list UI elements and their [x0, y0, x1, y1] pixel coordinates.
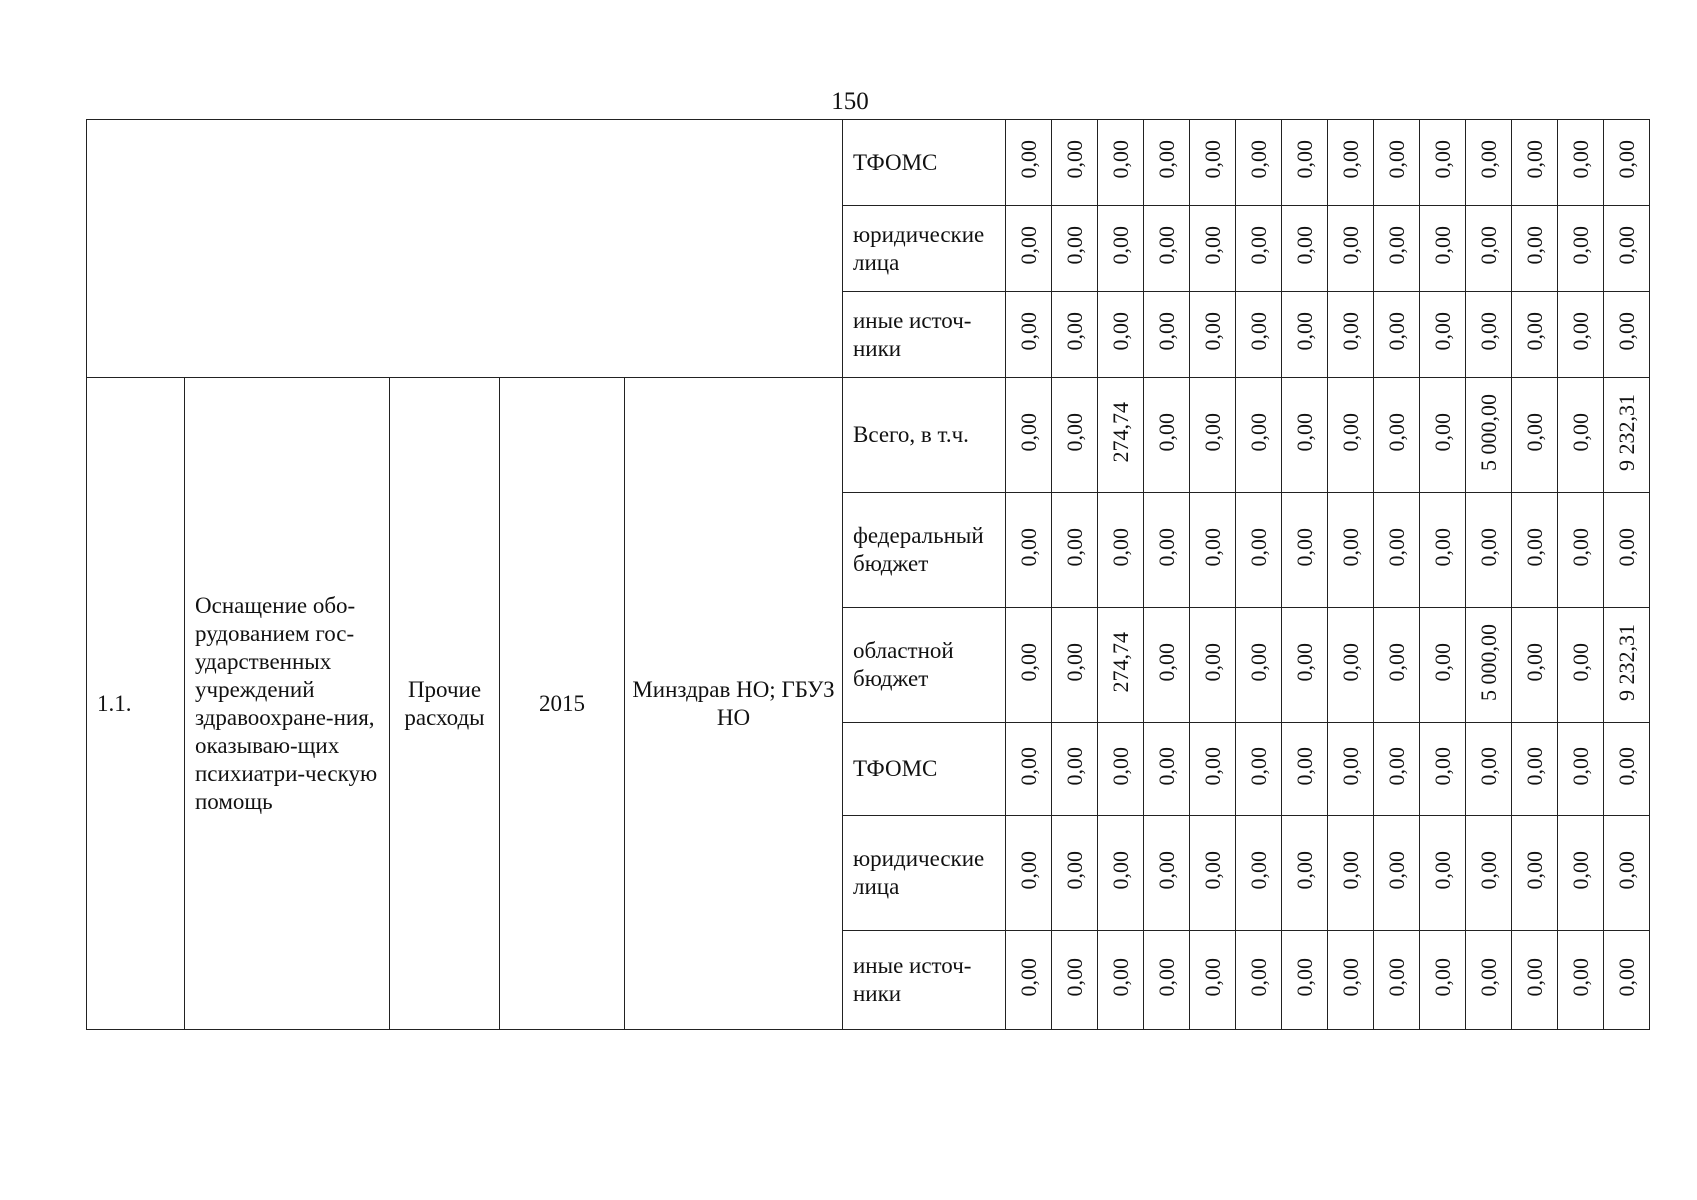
value-cell: 0,00 [1558, 816, 1604, 931]
value-cell: 0,00 [1006, 931, 1052, 1030]
value-cell: 0,00 [1052, 816, 1098, 931]
value-cell: 0,00 [1144, 378, 1190, 493]
value-cell: 0,00 [1190, 120, 1236, 206]
value-cell: 0,00 [1098, 816, 1144, 931]
value-cell: 0,00 [1374, 816, 1420, 931]
value-cell: 0,00 [1328, 120, 1374, 206]
value-cell: 0,00 [1098, 493, 1144, 608]
value-cell: 0,00 [1236, 608, 1282, 723]
value-cell: 0,00 [1328, 608, 1374, 723]
value-cell: 0,00 [1190, 292, 1236, 378]
value-cell: 5 000,00 [1466, 608, 1512, 723]
value-cell: 0,00 [1282, 493, 1328, 608]
funding-source-label: юридические лица [843, 206, 1006, 292]
value-cell: 0,00 [1604, 292, 1650, 378]
item-number: 1.1. [87, 378, 185, 1030]
funding-source-label: областной бюджет [843, 608, 1006, 723]
value-cell: 0,00 [1328, 206, 1374, 292]
value-cell: 0,00 [1052, 723, 1098, 816]
value-cell: 0,00 [1374, 931, 1420, 1030]
value-cell: 0,00 [1328, 378, 1374, 493]
value-cell: 0,00 [1144, 723, 1190, 816]
value-cell: 0,00 [1144, 292, 1190, 378]
value-cell: 0,00 [1604, 723, 1650, 816]
value-cell: 5 000,00 [1466, 378, 1512, 493]
expense-type: Прочие расходы [390, 378, 500, 1030]
value-cell: 0,00 [1558, 931, 1604, 1030]
executor: Минздрав НО; ГБУЗ НО [625, 378, 843, 1030]
value-cell: 0,00 [1098, 723, 1144, 816]
value-cell: 0,00 [1006, 120, 1052, 206]
value-cell: 0,00 [1466, 493, 1512, 608]
funding-source-label: Всего, в т.ч. [843, 378, 1006, 493]
value-cell: 0,00 [1236, 292, 1282, 378]
value-cell: 0,00 [1236, 931, 1282, 1030]
value-cell: 0,00 [1558, 206, 1604, 292]
value-cell: 0,00 [1144, 816, 1190, 931]
value-cell: 0,00 [1466, 816, 1512, 931]
page-number: 150 [831, 88, 869, 115]
value-cell: 0,00 [1466, 723, 1512, 816]
value-cell: 0,00 [1190, 931, 1236, 1030]
value-cell: 0,00 [1558, 120, 1604, 206]
value-cell: 0,00 [1420, 378, 1466, 493]
year: 2015 [500, 378, 625, 1030]
value-cell: 0,00 [1466, 292, 1512, 378]
value-cell: 0,00 [1098, 931, 1144, 1030]
value-cell: 0,00 [1098, 292, 1144, 378]
value-cell: 0,00 [1604, 206, 1650, 292]
value-cell: 0,00 [1144, 206, 1190, 292]
value-cell: 0,00 [1512, 292, 1558, 378]
value-cell: 0,00 [1466, 206, 1512, 292]
value-cell: 9 232,31 [1604, 378, 1650, 493]
value-cell: 0,00 [1420, 206, 1466, 292]
value-cell: 0,00 [1512, 493, 1558, 608]
value-cell: 0,00 [1328, 292, 1374, 378]
value-cell: 0,00 [1420, 292, 1466, 378]
value-cell: 0,00 [1144, 608, 1190, 723]
value-cell: 0,00 [1466, 931, 1512, 1030]
value-cell: 0,00 [1374, 723, 1420, 816]
value-cell: 0,00 [1144, 493, 1190, 608]
value-cell: 0,00 [1328, 493, 1374, 608]
value-cell: 0,00 [1052, 378, 1098, 493]
value-cell: 0,00 [1236, 120, 1282, 206]
value-cell: 0,00 [1420, 816, 1466, 931]
table-row [87, 378, 1650, 493]
value-cell: 0,00 [1098, 120, 1144, 206]
funding-source-label: ТФОМС [843, 120, 1006, 206]
value-cell: 0,00 [1558, 493, 1604, 608]
value-cell: 0,00 [1604, 816, 1650, 931]
funding-source-label: иные источ-ники [843, 292, 1006, 378]
value-cell: 0,00 [1420, 493, 1466, 608]
funding-source-label: юридические лица [843, 816, 1006, 931]
funding-source-label: иные источ-ники [843, 931, 1006, 1030]
value-cell: 0,00 [1236, 378, 1282, 493]
value-cell: 0,00 [1282, 292, 1328, 378]
value-cell: 0,00 [1558, 292, 1604, 378]
value-cell: 0,00 [1512, 378, 1558, 493]
value-cell: 0,00 [1374, 378, 1420, 493]
value-cell: 0,00 [1190, 723, 1236, 816]
value-cell: 0,00 [1190, 493, 1236, 608]
value-cell: 0,00 [1282, 931, 1328, 1030]
value-cell: 0,00 [1328, 931, 1374, 1030]
table-row [87, 120, 1650, 206]
value-cell: 0,00 [1604, 120, 1650, 206]
value-cell: 0,00 [1282, 723, 1328, 816]
value-cell: 0,00 [1512, 931, 1558, 1030]
value-cell: 0,00 [1558, 723, 1604, 816]
budget-table-body [87, 120, 1650, 1030]
value-cell: 0,00 [1282, 608, 1328, 723]
value-cell: 0,00 [1374, 120, 1420, 206]
value-cell: 0,00 [1328, 723, 1374, 816]
value-cell: 0,00 [1190, 608, 1236, 723]
value-cell: 0,00 [1006, 816, 1052, 931]
value-cell: 0,00 [1512, 816, 1558, 931]
value-cell: 0,00 [1420, 120, 1466, 206]
value-cell: 0,00 [1420, 723, 1466, 816]
value-cell: 0,00 [1006, 608, 1052, 723]
value-cell: 9 232,31 [1604, 608, 1650, 723]
funding-source-label: федеральный бюджет [843, 493, 1006, 608]
value-cell: 0,00 [1006, 292, 1052, 378]
value-cell: 0,00 [1512, 206, 1558, 292]
value-cell: 0,00 [1052, 493, 1098, 608]
value-cell: 0,00 [1236, 723, 1282, 816]
value-cell: 0,00 [1374, 608, 1420, 723]
value-cell: 0,00 [1006, 378, 1052, 493]
value-cell: 0,00 [1558, 378, 1604, 493]
value-cell: 0,00 [1374, 493, 1420, 608]
value-cell: 0,00 [1604, 493, 1650, 608]
value-cell: 0,00 [1374, 206, 1420, 292]
value-cell: 0,00 [1052, 608, 1098, 723]
value-cell: 0,00 [1236, 493, 1282, 608]
value-cell: 274,74 [1098, 378, 1144, 493]
value-cell: 0,00 [1420, 608, 1466, 723]
value-cell: 0,00 [1052, 931, 1098, 1030]
value-cell: 0,00 [1558, 608, 1604, 723]
value-cell: 0,00 [1512, 120, 1558, 206]
value-cell: 0,00 [1282, 120, 1328, 206]
value-cell: 0,00 [1420, 931, 1466, 1030]
budget-table [86, 119, 1650, 1030]
value-cell: 0,00 [1604, 931, 1650, 1030]
value-cell: 0,00 [1006, 493, 1052, 608]
value-cell: 0,00 [1144, 120, 1190, 206]
value-cell: 0,00 [1190, 816, 1236, 931]
value-cell: 0,00 [1512, 723, 1558, 816]
funding-source-label: ТФОМС [843, 723, 1006, 816]
value-cell: 0,00 [1282, 816, 1328, 931]
empty-header-cell [87, 120, 843, 378]
value-cell: 0,00 [1282, 378, 1328, 493]
value-cell: 0,00 [1282, 206, 1328, 292]
value-cell: 0,00 [1052, 292, 1098, 378]
value-cell: 0,00 [1374, 292, 1420, 378]
value-cell: 0,00 [1236, 816, 1282, 931]
value-cell: 0,00 [1466, 120, 1512, 206]
value-cell: 0,00 [1328, 816, 1374, 931]
value-cell: 0,00 [1006, 206, 1052, 292]
item-name: Оснащение обо-рудованием гос-ударственных учреждений здравоохране-ния, оказываю-щих психиатри-ческую помощь [185, 378, 390, 1030]
value-cell: 0,00 [1052, 120, 1098, 206]
value-cell: 0,00 [1512, 608, 1558, 723]
value-cell: 0,00 [1190, 378, 1236, 493]
value-cell: 0,00 [1190, 206, 1236, 292]
value-cell: 0,00 [1098, 206, 1144, 292]
value-cell: 0,00 [1144, 931, 1190, 1030]
value-cell: 274,74 [1098, 608, 1144, 723]
value-cell: 0,00 [1006, 723, 1052, 816]
value-cell: 0,00 [1236, 206, 1282, 292]
value-cell: 0,00 [1052, 206, 1098, 292]
